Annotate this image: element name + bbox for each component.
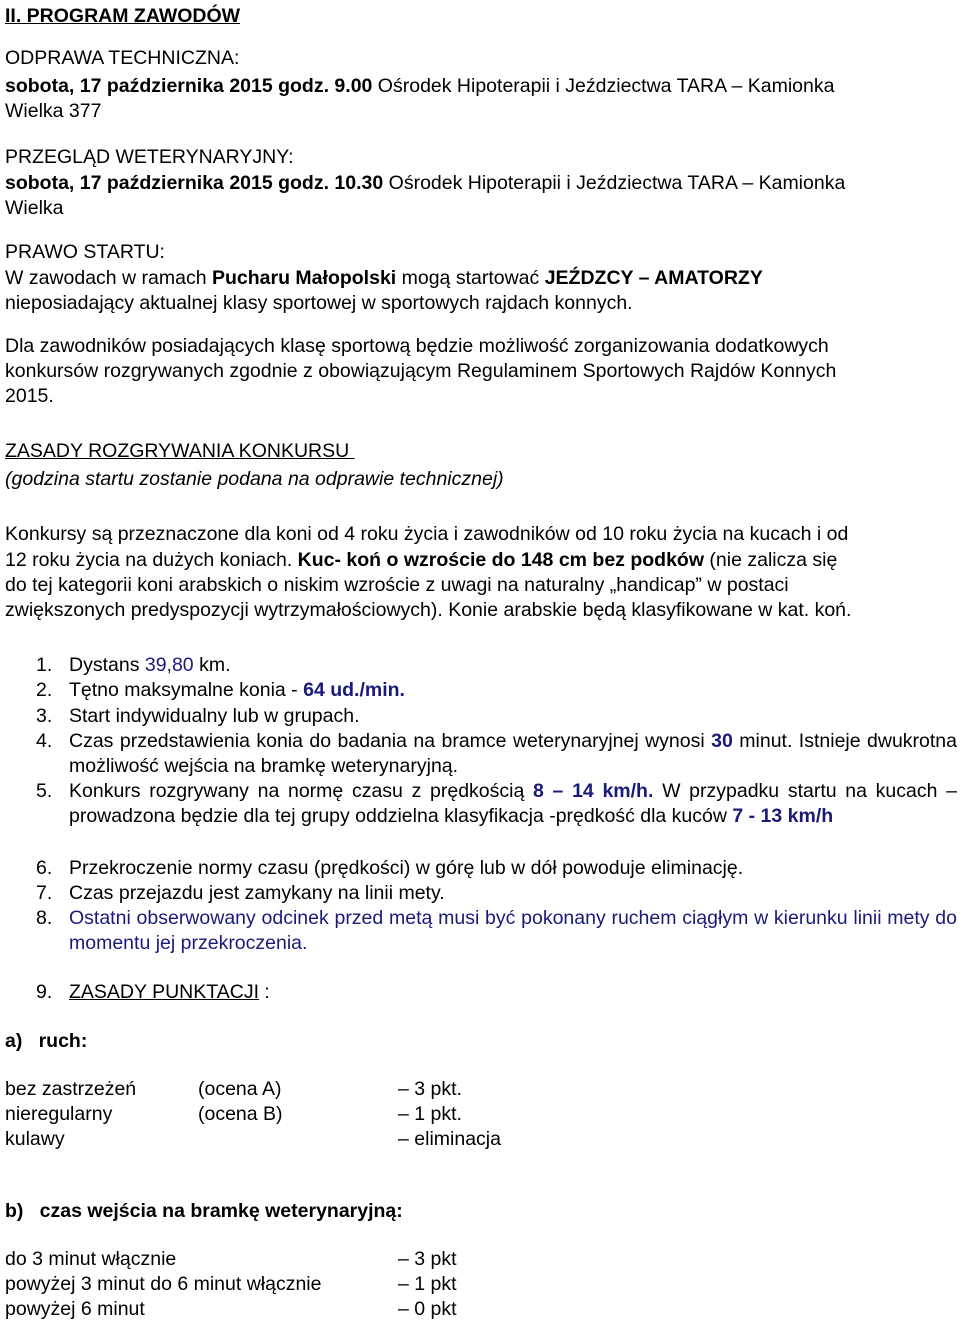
prawo-line-1 (5, 266, 763, 290)
item-number: 9. (36, 981, 53, 1003)
row-points: – 1 pkt. (398, 1103, 462, 1125)
item-text: : (258, 981, 270, 1003)
row-points: – 0 pkt (398, 1298, 457, 1320)
puchar-name: Pucharu Małopolski (212, 267, 397, 289)
list-item (69, 729, 957, 779)
konkursy-line-1: Konkursy są przeznaczone dla koni od 4 roku życia i zawodników od 10 roku życia na kucach i od (5, 523, 849, 545)
list-item (69, 678, 957, 703)
item-text: Czas przejazdu jest zamykany na linii mety. (69, 882, 445, 904)
konkursy-line-2 (5, 548, 837, 572)
heart-rate-value: 64 ud./min. (303, 679, 405, 701)
klasa-line-3: 2015. (5, 385, 54, 407)
jezdzcy-amatorzy: JEŹDZCY – AMATORZY (544, 267, 763, 289)
konkursy-line-4: zwiększonych predyspozycji wytrzymałościowych). Konie arabskie będą klasyfikowane w kat. koń. (5, 599, 852, 621)
klasa-line-2: konkursów rozgrywanych zgodnie z obowiązującym Regulaminem Sportowych Rajdów Konnych (5, 360, 837, 382)
przeglad-place: Ośrodek Hipoterapii i Jeździectwa TARA – Kamionka (383, 172, 846, 194)
item-text: Konkurs rozgrywany na normę czasu z prędkością (69, 780, 534, 802)
row-grade: (ocena A) (198, 1078, 282, 1100)
row-name: powyżej 6 minut (5, 1298, 145, 1320)
item-number: 3. (36, 705, 53, 727)
item-text: minut. Istnieje dwukrotna możliwość wejścia na bramkę weterynaryjną. (69, 730, 957, 777)
item-number: 1. (36, 654, 53, 676)
speed-range: 8 – 14 km/h. (533, 780, 654, 802)
odprawa-place: Ośrodek Hipoterapii i Jeździectwa TARA – Kamionka (372, 75, 835, 97)
row-name: nieregularny (5, 1103, 113, 1125)
row-name: bez zastrzeżeń (5, 1078, 137, 1100)
list-item (69, 653, 957, 678)
odprawa-label: ODPRAWA TECHNICZNA: (5, 47, 240, 69)
row-points: – 1 pkt (398, 1273, 457, 1295)
list-item (69, 856, 957, 881)
bramka-label: b) czas wejścia na bramkę weterynaryjną: (5, 1200, 403, 1222)
konkursy-text-c: (nie zalicza się (704, 549, 838, 571)
item-number: 7. (36, 882, 53, 904)
zasady-subtitle: (godzina startu zostanie podana na odprawie technicznej) (5, 468, 504, 490)
list-item (69, 906, 957, 956)
row-grade: (ocena B) (198, 1103, 283, 1125)
row-points: – 3 pkt. (398, 1078, 462, 1100)
distance-value: 39,80 (144, 654, 194, 676)
item-number: 8. (36, 907, 53, 929)
item-text: Czas przedstawienia konia do badania na bramce weterynaryjnej wynosi (69, 730, 712, 752)
prawo-label: PRAWO STARTU: (5, 241, 165, 263)
item-text: Przekroczenie normy czasu (prędkości) w górę lub w dół powoduje eliminację. (69, 857, 744, 879)
przeglad-details (5, 171, 845, 195)
konkursy-line-3: do tej kategorii koni arabskich o niskim wzroście z uwagi na naturalny „handicap” w postaci (5, 574, 789, 596)
odprawa-details (5, 74, 834, 98)
prawo-line-2: nieposiadający aktualnej klasy sportowej w sportowych rajdach konnych. (5, 292, 633, 314)
prawo-text-c: mogą startować (396, 267, 545, 289)
pony-speed-range: 7 - 13 km/h (732, 805, 834, 827)
klasa-line-1: Dla zawodników posiadających klasę sportową będzie możliwość zorganizowania dodatkowych (5, 335, 829, 357)
list-item (69, 881, 957, 906)
item-number: 4. (36, 730, 53, 752)
list-item (69, 779, 957, 829)
kuc-definition: Kuc- koń o wzroście do 148 cm bez podków (297, 549, 705, 571)
ruch-label: a) ruch: (5, 1030, 88, 1052)
row-name: powyżej 3 minut do 6 minut włącznie (5, 1273, 322, 1295)
prawo-text-a: W zawodach w ramach (5, 267, 212, 289)
row-points: – 3 pkt (398, 1248, 457, 1270)
przeglad-label: PRZEGLĄD WETERYNARYJNY: (5, 146, 294, 168)
item-text: km. (193, 654, 231, 676)
row-name: kulawy (5, 1128, 65, 1150)
item-text: Ostatni obserwowany odcinek przed metą musi być pokonany ruchem ciągłym w kierunku linii mety do momentu jej przekroczenia. (69, 907, 957, 954)
przeglad-place-cont: Wielka (5, 197, 64, 219)
przeglad-date: sobota, 17 października 2015 godz. 10.30 (5, 172, 384, 194)
list-item (69, 704, 957, 729)
item-number: 2. (36, 679, 53, 701)
section-title: II. PROGRAM ZAWODÓW (5, 5, 241, 27)
item-text: Tętno maksymalne konia - (69, 679, 304, 701)
scoring-heading: ZASADY PUNKTACJI (69, 981, 259, 1003)
odprawa-place-cont: Wielka 377 (5, 100, 102, 122)
minutes-value: 30 (711, 730, 733, 752)
row-points: – eliminacja (398, 1128, 501, 1150)
item-text: Start indywidualny lub w grupach. (69, 705, 360, 727)
zasady-title: ZASADY ROZGRYWANIA KONKURSU (5, 440, 355, 462)
row-name: do 3 minut włącznie (5, 1248, 177, 1270)
item-number: 5. (36, 780, 53, 802)
item-number: 6. (36, 857, 53, 879)
list-item (69, 980, 957, 1005)
odprawa-date: sobota, 17 października 2015 godz. 9.00 (5, 75, 373, 97)
item-text: W przypadku startu na kucach – prowadzona będzie dla tej grupy oddzielna klasyfikacja -prędkość dla kuców (69, 780, 957, 827)
konkursy-text-a: 12 roku życia na dużych koniach. (5, 549, 298, 571)
item-text: Dystans (69, 654, 145, 676)
